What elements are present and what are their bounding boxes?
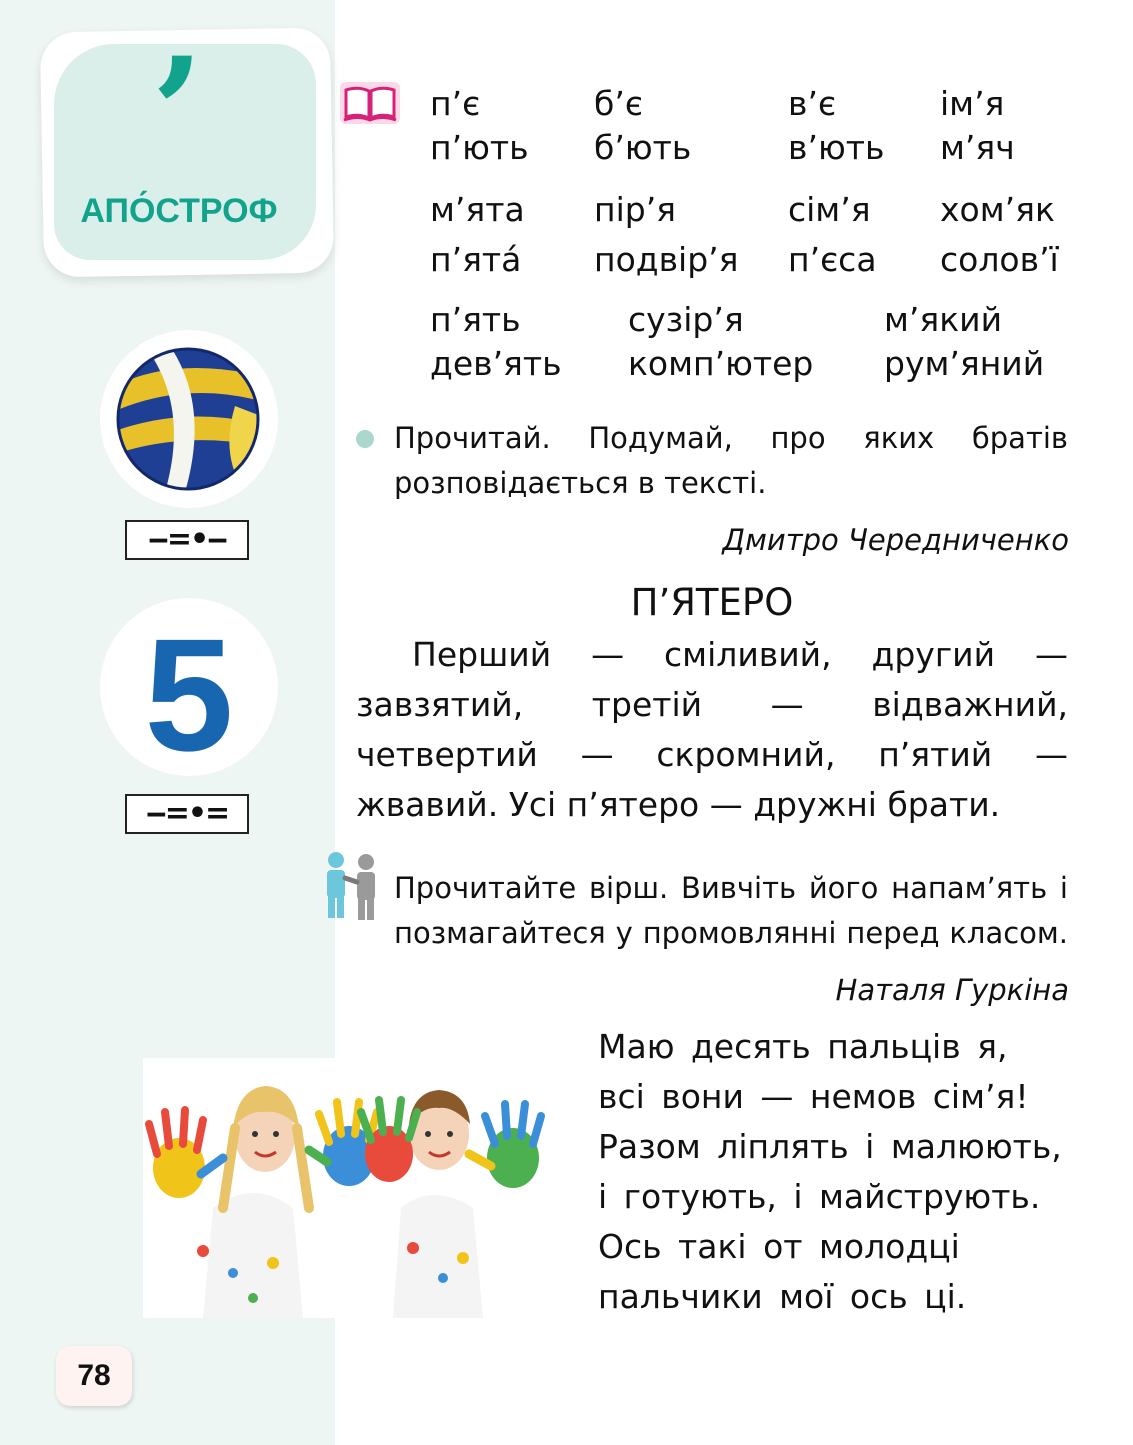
word: п’ють [430, 128, 529, 167]
poem-line: Маю десять пальців я, [598, 1027, 1008, 1066]
word: п’є [430, 84, 481, 123]
word: б’є [594, 84, 643, 123]
volleyball-icon [115, 346, 261, 492]
bullet-dot [356, 430, 374, 448]
story-text: Перший — сміливий, другий — завзятий, третій — відважний, четвертий — скромний, п’ятий — жвавий. Усі п’ятеро — дружні брати. [356, 635, 1068, 824]
poem-line: пальчики мої ось ці. [598, 1277, 967, 1316]
open-book-icon [338, 78, 402, 128]
word: сузір’я [628, 300, 744, 339]
children-painted-hands-photo [143, 1058, 550, 1318]
word: п’ять [430, 300, 521, 339]
word: пір’я [594, 190, 677, 229]
word: солов’ї [940, 240, 1059, 279]
word: в’є [788, 84, 837, 123]
word: сім’я [788, 190, 871, 229]
word: подвір’я [594, 240, 739, 279]
word-scheme-1: ‒=•‒ [125, 520, 249, 560]
poem-line: всі вони — немов сім’я! [598, 1077, 1029, 1116]
poem [598, 1022, 1078, 1322]
task-2-line-1: Прочитайте вірш. Вивчіть його напам’ять і [394, 871, 1068, 905]
word: дев’ять [430, 344, 562, 383]
poem-line: Ось такі от молодці [598, 1227, 960, 1266]
story-title: П’ЯТЕРО [630, 581, 794, 624]
task-2-line-2: позмагайтеся у промовлянні перед класом. [394, 916, 1068, 950]
word: хом’як [940, 190, 1055, 229]
task-1-line-1: Прочитай. Подумай, про яких братів [394, 421, 1068, 455]
word: б’ють [594, 128, 692, 167]
word: м’яч [940, 128, 1015, 167]
pair-work-icon [318, 850, 386, 922]
page-number: 78 [56, 1346, 132, 1406]
word: ім’я [940, 84, 1005, 123]
word: м’який [884, 300, 1003, 339]
word: п’ята́ [430, 240, 522, 279]
word-scheme-2: ‒=•= [125, 794, 249, 834]
story-author: Дмитро Чередниченко [722, 523, 1069, 557]
word: п’єса [788, 240, 877, 279]
topic-title: АПО́СТРОФ [80, 192, 278, 230]
word: комп’ютер [628, 344, 814, 383]
task-1-line-2: розповідається в тексті. [394, 466, 767, 500]
word: рум’яний [884, 344, 1045, 383]
poem-line: і готують, і майструють. [598, 1177, 1041, 1216]
number-five: 5 [144, 605, 234, 784]
poem-line: Разом ліплять і малюють, [598, 1127, 1062, 1166]
apostrophe-symbol: ’ [151, 25, 204, 201]
poem-author: Наталя Гуркіна [835, 973, 1069, 1007]
word: в’ють [788, 128, 885, 167]
word: м’ята [430, 190, 525, 229]
